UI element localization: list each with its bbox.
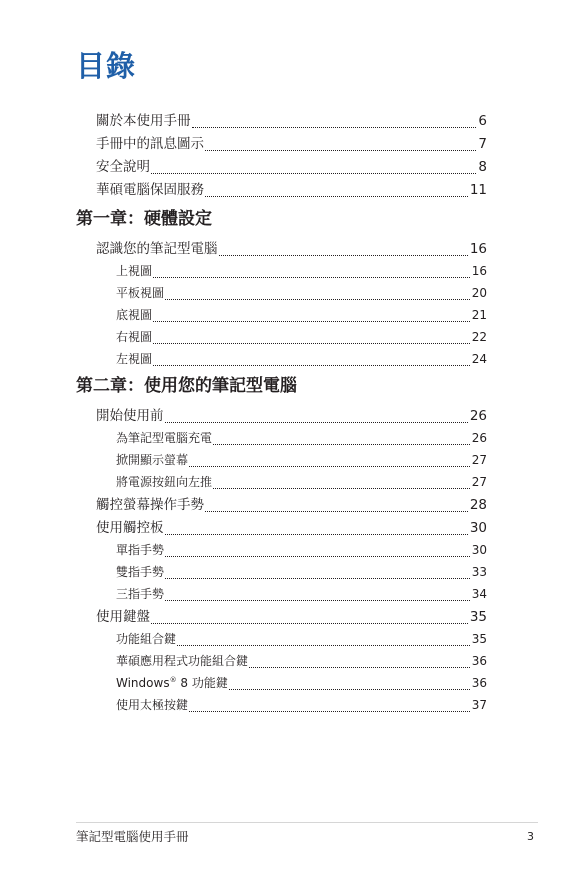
toc-entry-page: 7 <box>478 136 487 152</box>
leader-dots <box>192 127 477 128</box>
toc-entry-page: 16 <box>469 241 487 257</box>
toc-entry-label: 使用太極按鍵 <box>116 698 189 712</box>
toc-entry-label: 為筆記型電腦充電 <box>116 431 213 445</box>
leader-dots <box>213 488 470 489</box>
leader-dots <box>165 600 470 601</box>
leader-dots <box>151 173 476 174</box>
toc-entry-label: 認識您的筆記型電腦 <box>96 241 218 257</box>
toc-entry-label <box>116 673 228 693</box>
toc-entry-charge-laptop[interactable] <box>116 428 487 448</box>
toc-entry-label: 三指手勢 <box>116 587 165 601</box>
toc-entry-top-view[interactable] <box>116 261 487 281</box>
registered-mark: ® <box>169 676 177 684</box>
leader-dots <box>151 623 468 624</box>
toc-entry-page: 27 <box>471 453 487 467</box>
toc-entry-label: 單指手勢 <box>116 543 165 557</box>
toc-entry-getting-started[interactable] <box>96 405 487 427</box>
toc-entry-label: 底視圖 <box>116 308 153 322</box>
toc-entry-page: 16 <box>471 264 487 278</box>
toc-entry-label: 掀開顯示螢幕 <box>116 453 189 467</box>
toc-entry-page: 6 <box>478 113 487 129</box>
toc-entry-page: 20 <box>471 286 487 300</box>
leader-dots <box>219 255 468 256</box>
leader-dots <box>205 196 468 197</box>
toc-entry-windows8-keys[interactable] <box>116 673 487 693</box>
toc-entry-about-manual[interactable] <box>96 110 487 132</box>
leader-dots <box>165 422 468 423</box>
leader-dots <box>165 299 470 300</box>
windows-label-suffix: 8 功能鍵 <box>176 676 228 690</box>
leader-dots <box>165 534 468 535</box>
toc-entry-page: 37 <box>471 698 487 712</box>
toc-entry-label: 使用鍵盤 <box>96 609 150 625</box>
chapter-2-heading[interactable]: 第二章：使用您的筆記型電腦 <box>76 376 297 396</box>
leader-dots <box>165 578 470 579</box>
leader-dots <box>229 689 470 690</box>
toc-entry-page: 24 <box>471 352 487 366</box>
toc-entry-label: 安全說明 <box>96 159 150 175</box>
toc-entry-taichi-key[interactable] <box>116 695 487 715</box>
leader-dots <box>205 511 468 512</box>
toc-entry-page: 28 <box>469 497 487 513</box>
toc-entry-label: 開始使用前 <box>96 408 164 424</box>
footer-divider <box>76 822 538 823</box>
toc-entry-page: 27 <box>471 475 487 489</box>
toc-entry-page: 35 <box>471 632 487 646</box>
windows-label: Windows <box>116 676 170 690</box>
chapter-1-heading[interactable]: 第一章：硬體設定 <box>76 209 212 229</box>
toc-entry-page: 8 <box>478 159 487 175</box>
toc-entry-label: 右視圖 <box>116 330 153 344</box>
toc-entry-using-touchpad[interactable] <box>96 517 487 539</box>
leader-dots <box>205 150 476 151</box>
leader-dots <box>153 365 470 366</box>
toc-entry-page: 33 <box>471 565 487 579</box>
toc-entry-page: 34 <box>471 587 487 601</box>
toc-entry-page: 30 <box>469 520 487 536</box>
toc-entry-label: 關於本使用手冊 <box>96 113 191 129</box>
toc-entry-one-finger[interactable] <box>116 540 487 560</box>
toc-entry-three-finger[interactable] <box>116 584 487 604</box>
footer-title: 筆記型電腦使用手冊 <box>76 829 189 844</box>
toc-entry-label: 華碩應用程式功能組合鍵 <box>116 654 249 668</box>
toc-entry-label: 平板視圖 <box>116 286 165 300</box>
toc-entry-label: 雙指手勢 <box>116 565 165 579</box>
toc-entry-message-icons[interactable] <box>96 133 487 155</box>
leader-dots <box>213 444 470 445</box>
toc-entry-page: 35 <box>469 609 487 625</box>
toc-entry-page: 30 <box>471 543 487 557</box>
toc-entry-label: 華碩電腦保固服務 <box>96 182 204 198</box>
toc-entry-page: 22 <box>471 330 487 344</box>
toc-entry-label: 左視圖 <box>116 352 153 366</box>
footer-page-number: 3 <box>527 830 534 843</box>
leader-dots <box>153 277 470 278</box>
leader-dots <box>177 645 470 646</box>
toc-entry-left-view[interactable] <box>116 349 487 369</box>
toc-entry-using-keyboard[interactable] <box>96 606 487 628</box>
leader-dots <box>189 466 470 467</box>
toc-entry-label: 手冊中的訊息圖示 <box>96 136 204 152</box>
toc-entry-asus-app-keys[interactable] <box>116 651 487 671</box>
toc-entry-page: 11 <box>469 182 487 198</box>
toc-entry-label: 功能組合鍵 <box>116 632 177 646</box>
leader-dots <box>249 667 470 668</box>
toc-entry-label: 觸控螢幕操作手勢 <box>96 497 204 513</box>
toc-entry-page: 36 <box>471 676 487 690</box>
leader-dots <box>189 711 470 712</box>
page-title: 目錄 <box>76 49 137 83</box>
toc-entry-label: 使用觸控板 <box>96 520 164 536</box>
toc-entry-know-laptop[interactable] <box>96 238 487 260</box>
toc-entry-two-finger[interactable] <box>116 562 487 582</box>
toc-entry-page: 36 <box>471 654 487 668</box>
toc-entry-warranty[interactable] <box>96 179 487 201</box>
toc-entry-bottom-view[interactable] <box>116 305 487 325</box>
toc-entry-touchscreen-gestures[interactable] <box>96 494 487 516</box>
leader-dots <box>153 343 470 344</box>
leader-dots <box>165 556 470 557</box>
toc-entry-label: 將電源按鈕向左推 <box>116 475 213 489</box>
leader-dots <box>153 321 470 322</box>
toc-entry-safety[interactable] <box>96 156 487 178</box>
toc-entry-page: 26 <box>469 408 487 424</box>
toc-entry-open-display[interactable] <box>116 450 487 470</box>
toc-entry-right-view[interactable] <box>116 327 487 347</box>
toc-entry-label: 上視圖 <box>116 264 153 278</box>
toc-entry-page: 26 <box>471 431 487 445</box>
toc-entry-page: 21 <box>471 308 487 322</box>
toc-entry-function-keys[interactable] <box>116 629 487 649</box>
toc-entry-tablet-view[interactable] <box>116 283 487 303</box>
toc-entry-power-button[interactable] <box>116 472 487 492</box>
